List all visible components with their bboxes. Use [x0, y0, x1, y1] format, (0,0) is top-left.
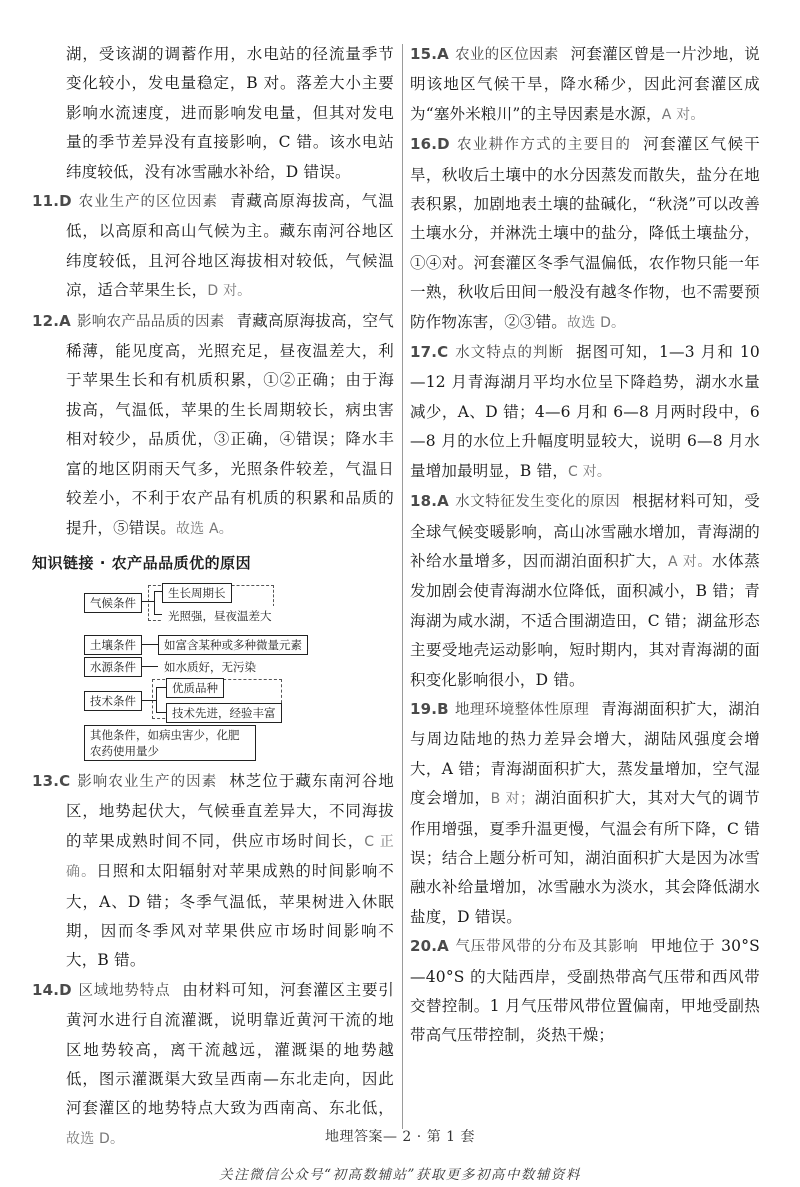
- answer-20: [410, 932, 760, 1051]
- answer-number: 13.C: [32, 771, 71, 790]
- answer-topic: 农业耕作方式的主要目的: [455, 137, 632, 154]
- water-factor: 如水质好，无污染: [158, 657, 262, 677]
- answer-text-cont: 湖泊面积扩大，其对大气的调节作用增强，夏季升温更慢，气温会有所下降，C 错误；结合上题分析可知，湖泊面积扩大是因为冰雪融水补给量增加，冰雪融水为淡水，其会降低湖水盐度，D 错误。: [410, 789, 760, 926]
- connector: [156, 712, 166, 713]
- answer-text-cont: 日照和太阳辐射对苹果成熟的时间影响不大，A、D 错；冬季气温低，苹果树进入休眠期，因而冬季风对苹果供应市场时间影响不大，B 错。: [66, 862, 395, 970]
- answer-text: 河套灌区气候干旱，秋收后土壤中的水分因蒸发而散失，盐分在地表积累，加剧地表土壤的盐碱化，“秋浇”可以改善土壤水分，并淋洗土壤中的盐分，降低土壤盐分，①④对。河套灌区冬季气温偏低，农作物只能一年一熟，秋收后田间一般没有越冬作物，也不需要预防作物冻害，②③错。: [410, 135, 761, 331]
- connector: [142, 601, 154, 602]
- answer-number: 15.A: [410, 45, 449, 63]
- answer-conclusion: A 对。: [667, 553, 713, 570]
- left-column: [32, 40, 395, 1154]
- answer-topic: 影响农产品品质的因素: [76, 313, 225, 330]
- climate-factor-b: 光照强，昼夜温差大: [162, 606, 278, 626]
- connector: [156, 687, 166, 688]
- answer-topic: 地理环境整体性原理: [454, 701, 590, 718]
- tech-factor-a: 优质品种: [166, 678, 224, 698]
- answer-text: 由材料可知，河套灌区主要引黄河水进行自流灌溉，说明靠近黄河干流的地区地势较高，离干流越远，灌溉渠的地势越低，图示灌溉渠大致呈西南—东北走向，因此河套灌区的地势特点大致为西南高、东北低，: [66, 980, 394, 1118]
- climate-factor-a: 生长周期长: [162, 583, 232, 603]
- quality-factors-diagram: [84, 585, 344, 758]
- tech-box: 技术条件: [84, 691, 142, 711]
- tech-factor-b: 技术先进，经验丰富: [166, 703, 282, 723]
- connector: [156, 687, 157, 713]
- answer-text: 青藏高原海拔高，空气稀薄，能见度高，光照充足，昼夜温差大，利于苹果生长和有机质积累，①②正确；由于海拔高，气温低，苹果的生长周期较长，病虫害相对较少，品质优，③正确，④错误；降水丰富的地区阴雨天气多，光照条件较差，气温日较差小，不利于农产品有机质的积累和品质的提升，⑤错误。: [66, 311, 394, 537]
- answer-19: [410, 695, 760, 932]
- answer-number: 14.D: [32, 980, 72, 999]
- answer-topic: 农业的区位因素: [454, 47, 559, 63]
- answer-topic: 水文特点的判断: [454, 345, 565, 362]
- answer-topic: 气压带风带的分布及其影响: [454, 939, 639, 956]
- answer-number: 11.D: [32, 192, 72, 211]
- answer-number: 18.A: [410, 492, 449, 511]
- answer-text: 甲地位于 30°S—40°S 的大陆西岸，受副热带高气压带和西风带交替控制。1 月气压带风带位置偏南，甲地受副热带高气压带控制，炎热干燥；: [410, 937, 760, 1045]
- answer-topic: 水文特征发生变化的原因: [454, 494, 621, 511]
- answer-16: [410, 130, 760, 338]
- answer-number: 19.B: [410, 699, 449, 718]
- intro-paragraph: 湖，受该湖的调蓄作用，水电站的径流量季节变化较小，发电量稳定，B 对。落差大小主要影响水流速度，进而影响发电量，但其对发电量的季节差异没有直接影响，C 错。该水电站纬度较低，没有冰雪融水补给，D 错误。: [66, 45, 394, 181]
- water-box: 水源条件: [84, 657, 142, 677]
- answer-conclusion: C 对。: [568, 463, 612, 480]
- climate-box: 气候条件: [84, 593, 142, 613]
- answer-text: 青藏高原海拔高，气温低，以高原和高山气候为主。藏东南河谷地区纬度较低，且河谷地区海拔相对较低，气候温凉，适合苹果生长，: [66, 192, 394, 300]
- answer-number: 16.D: [410, 135, 450, 154]
- connector: [142, 700, 156, 701]
- connector: [142, 666, 158, 667]
- answer-text: 据图可知，1—3 月和 10—12 月青海湖月平均水位呈下降趋势，湖水水量减少，A、D 错；4—6 月和 6—8 月两时段中，6—8 月的水位上升幅度明显较大，说明 6—8 月水量增加最明显，B 错，: [410, 343, 760, 480]
- answer-number: 17.C: [410, 343, 449, 362]
- connector: [154, 591, 162, 592]
- connector: [142, 644, 158, 645]
- answer-text: 林芝位于藏东南河谷地区，地势起伏大，气候垂直差异大，不同海拔的苹果成熟时间不同，供应市场时间长，: [66, 771, 394, 850]
- answer-conclusion: 故选 A。: [175, 520, 233, 537]
- soil-factor: 如富含某种或多种微量元素: [158, 635, 308, 655]
- column-divider: [402, 44, 403, 1129]
- answer-text: 青海湖面积扩大，湖泊与周边陆地的热力差异会增大，湖陆风强度会增大，A 错；青海湖面积扩大，蒸发量增加，空气湿度会增加，: [410, 699, 760, 808]
- answer-11: [32, 187, 394, 307]
- answer-17: [410, 338, 760, 487]
- answer-number: 12.A: [32, 311, 71, 330]
- answer-conclusion: B 对；: [490, 791, 535, 808]
- promo-note: 关注微信公众号“初高数辅站”获取更多初高中数辅资料: [219, 1167, 581, 1183]
- answer-number: 20.A: [410, 937, 449, 956]
- answer-conclusion: 故选 D。: [66, 1130, 125, 1147]
- answer-12: [32, 307, 394, 544]
- other-conditions-box: 其他条件，如病虫害少，化肥农药使用量少: [84, 725, 256, 761]
- connector: [154, 614, 162, 615]
- soil-box: 土壤条件: [84, 635, 142, 655]
- answer-topic: 农业生产的区位因素: [77, 194, 218, 211]
- answer-conclusion: C 正确。: [66, 833, 394, 881]
- answer-topic: 影响农业生产的因素: [76, 773, 218, 790]
- knowledge-link-title: 知识链接 · 农产品品质优的原因: [32, 553, 252, 572]
- connector: [154, 591, 155, 615]
- answer-topic: 区域地势特点: [77, 982, 171, 999]
- answer-18: [410, 487, 760, 695]
- right-column: [410, 40, 760, 1051]
- page-footer: 地理答案— 2 · 第 1 套: [324, 1129, 475, 1145]
- answer-text-cont: 水体蒸发加剧会使青海湖水位降低，面积减小，B 错；青海湖为咸水湖，不适合围湖造田，C 错；湖盆形态主要受地壳运动影响，短时期内，其对青海湖的面积变化影响很小，D 错。: [410, 551, 760, 689]
- answer-conclusion: A 对。: [661, 106, 705, 123]
- answer-conclusion: D 对。: [207, 283, 252, 300]
- answer-13: [32, 767, 395, 976]
- answer-text: 根据材料可知，受全球气候变暖影响，高山冰雪融水增加，青海湖的补给水量增多，因而湖泊面积扩大，: [410, 492, 760, 570]
- answer-conclusion: 故选 D。: [567, 314, 626, 331]
- answer-15: [410, 40, 760, 130]
- answer-text: 河套灌区曾是一片沙地，说明该地区气候干旱，降水稀少，因此河套灌区成为“塞外米粮川”的主导因素是水源，: [410, 45, 760, 123]
